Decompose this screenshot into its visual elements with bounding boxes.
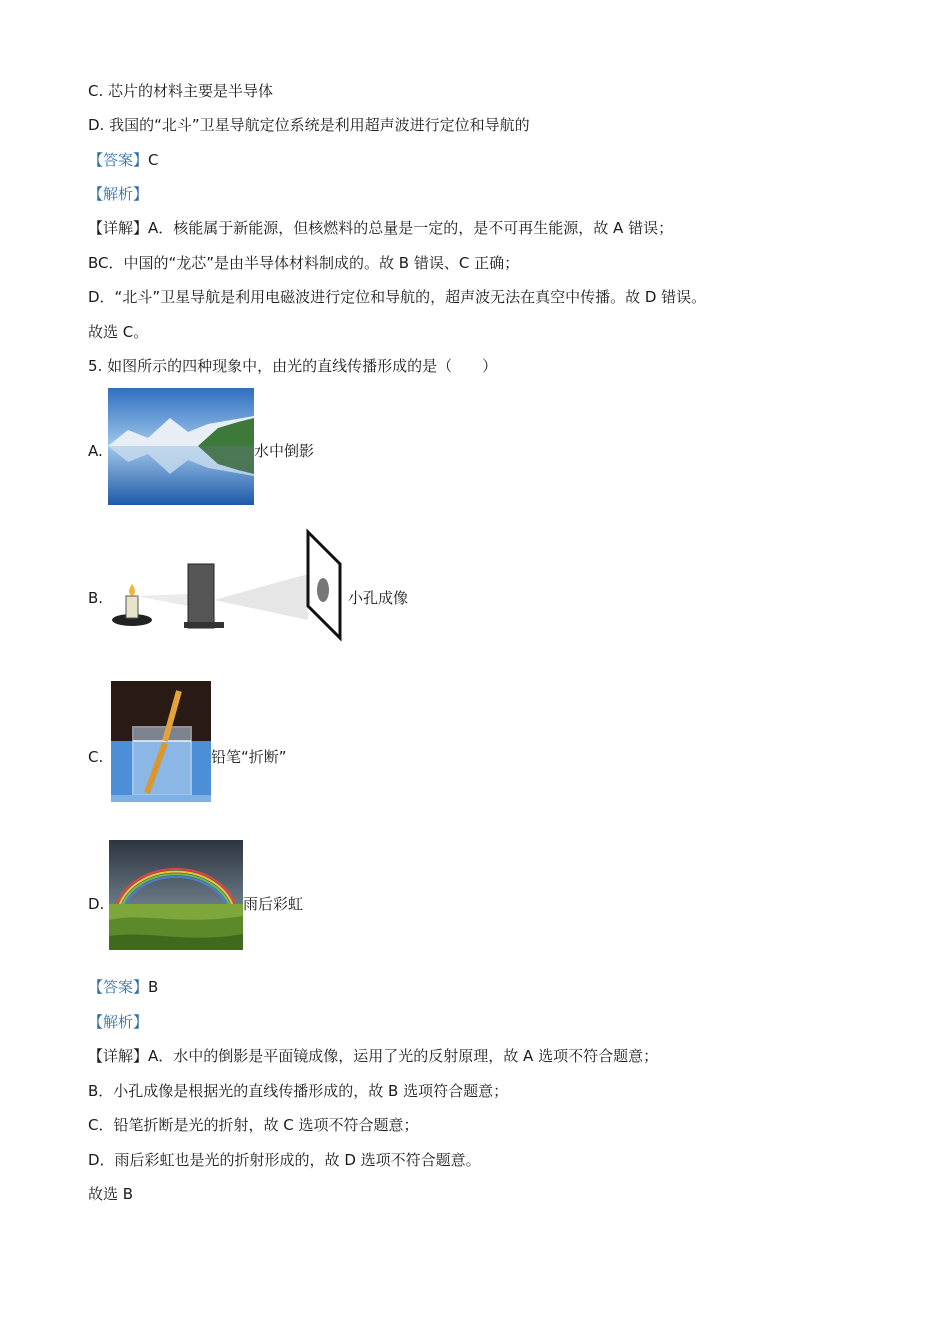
option-a-caption: 水中倒影	[254, 442, 315, 460]
answer-tag: 【答案】	[88, 151, 149, 169]
detail2-line	[88, 1046, 658, 1066]
detail2-tag: 【详解】	[88, 1047, 149, 1065]
option-b-caption: 小孔成像	[348, 589, 409, 607]
option-d-label: D.	[88, 895, 105, 913]
rainbow-image	[109, 840, 243, 950]
answer2-value: B	[148, 978, 159, 996]
option-a-label: A.	[88, 442, 103, 460]
detail2-b-line: B．小孔成像是根据光的直线传播形成的，故 B 选项符合题意；	[88, 1082, 509, 1100]
option-d-caption: 雨后彩虹	[243, 895, 304, 913]
detail-bc-line: BC．中国的“龙芯”是由半导体材料制成的。故 B 错误、C 正确；	[88, 254, 520, 272]
answer-line	[88, 150, 159, 170]
conclusion-line: 故选 C。	[88, 323, 149, 341]
answer2-line	[88, 977, 158, 997]
option-c-label: C.	[88, 748, 104, 766]
pinhole-camera-image	[108, 524, 348, 642]
question-5: 5. 如图所示的四种现象中，由光的直线传播形成的是（ ）	[88, 357, 498, 375]
option-d-line: D. 我国的“北斗”卫星导航定位系统是利用超声波进行定位和导航的	[88, 116, 530, 134]
detail-text: A．核能属于新能源，但核燃料的总量是一定的，是不可再生能源，故 A 错误；	[148, 219, 674, 237]
answer-value: C	[148, 151, 159, 169]
detail-line	[88, 218, 673, 238]
conclusion2-line: 故选 B	[88, 1185, 134, 1203]
answer2-tag: 【答案】	[88, 978, 149, 996]
detail2-text: A．水中的倒影是平面镜成像，运用了光的反射原理，故 A 选项不符合题意；	[148, 1047, 659, 1065]
detail2-c-line: C．铅笔折断是光的折射，故 C 选项不符合题意；	[88, 1116, 419, 1134]
analysis2-tag: 【解析】	[88, 1013, 149, 1031]
lake-reflection-image	[108, 388, 254, 505]
option-c-caption: 铅笔“折断”	[211, 748, 287, 766]
detail-tag: 【详解】	[88, 219, 149, 237]
option-b-label: B.	[88, 589, 104, 607]
option-c-line: C. 芯片的材料主要是半导体	[88, 82, 274, 100]
detail2-d-line: D．雨后彩虹也是光的折射形成的，故 D 选项不符合题意。	[88, 1151, 481, 1169]
pencil-in-water-image	[111, 681, 211, 802]
analysis-tag: 【解析】	[88, 185, 149, 203]
detail-d-line: D．“北斗”卫星导航是利用电磁波进行定位和导航的，超声波无法在真空中传播。故 D 错误。	[88, 288, 707, 306]
